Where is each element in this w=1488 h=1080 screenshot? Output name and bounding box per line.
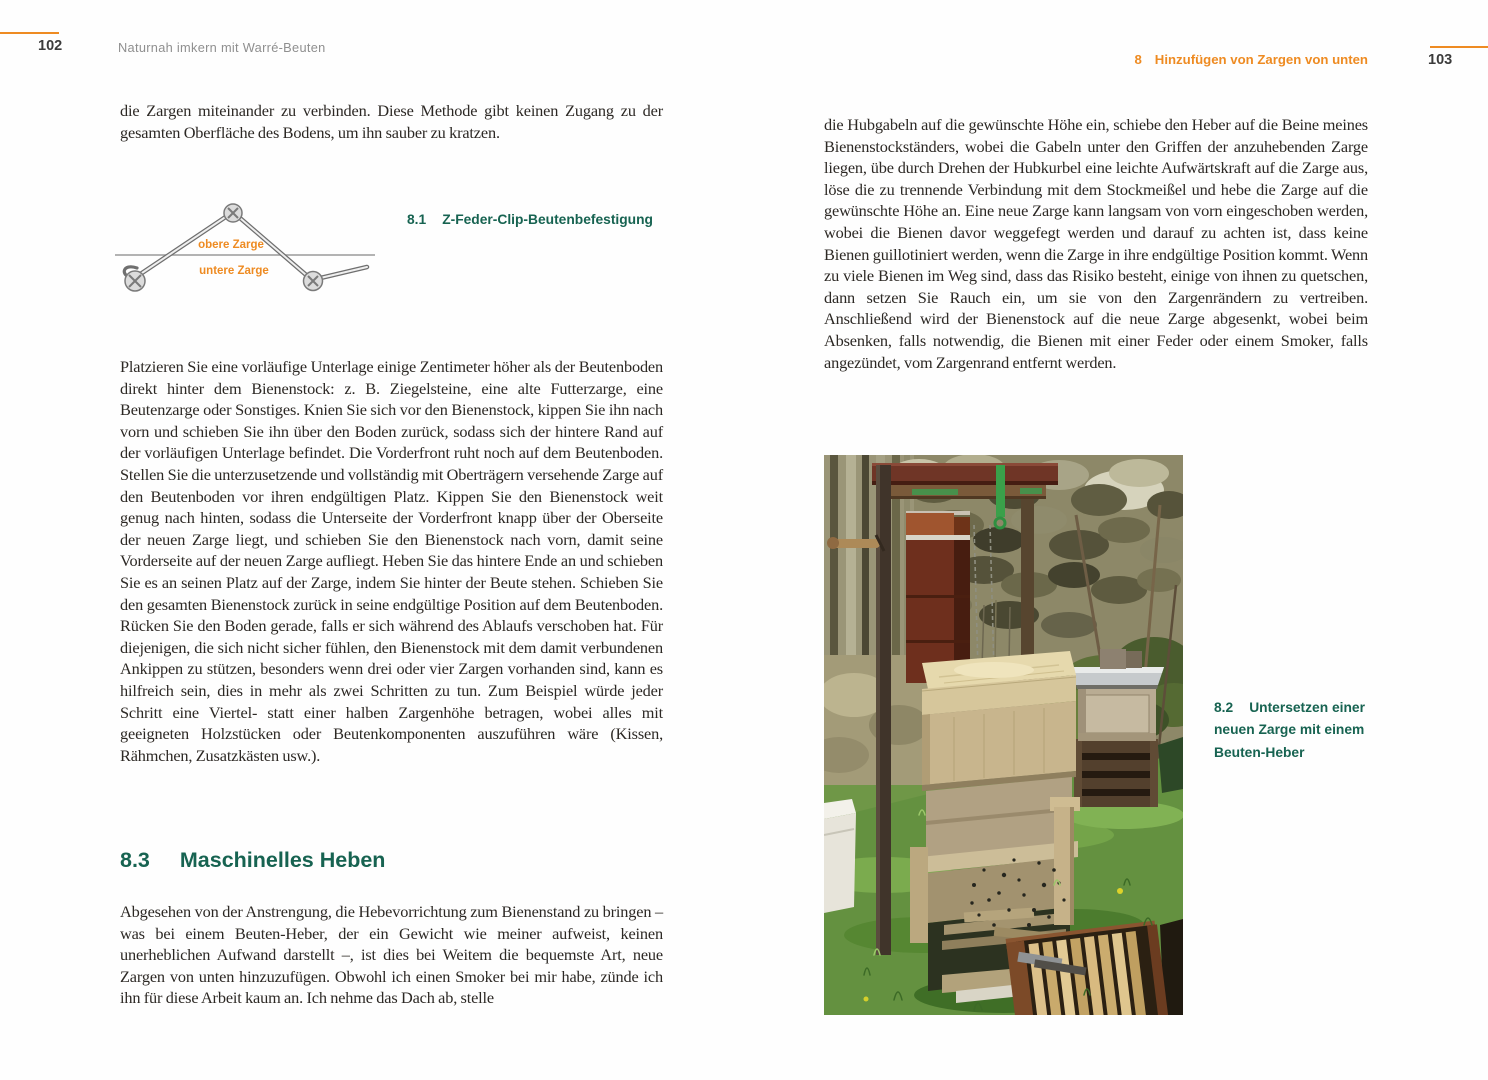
left-paragraph-section: Abgesehen von der Anstrengung, die Hebevorrichtung zum Bienenstand zu bringen – was bei einem Beuten-Heber, der ein Gewicht wie meiner aufweist, keinen unerheblichen Aufwand darstellt –, ist dies bei Weitem die bequemste Art, neue Zargen von unten hinzuzufügen. Obwohl ich einen Smoker bei mir habe, zünde ich ihn für diese Arbeit kaum an. Ich nehme das Dach ab, stelle xyxy=(120,902,663,1008)
section-number: 8.3 xyxy=(120,848,150,872)
figure-8-1-caption xyxy=(407,209,653,231)
right-header-rule xyxy=(1430,46,1488,48)
right-running-head xyxy=(824,52,1368,67)
screw-icon xyxy=(125,271,145,291)
screw-icon xyxy=(224,204,242,222)
red-hive xyxy=(906,511,970,683)
figure-caption-text: Z-Feder-Clip-Beutenbefestigung xyxy=(442,212,653,227)
green-strap xyxy=(996,465,1005,517)
left-paragraph-intro: die Zargen miteinander zu verbinden. Diese Methode gibt keinen Zugang zu der gesamten Oberfläche des Bodens, um ihn sauber zu kratzen. xyxy=(120,101,663,142)
chapter-title: Hinzufügen von Zargen von unten xyxy=(1154,52,1368,67)
right-hive xyxy=(1070,649,1164,807)
section-heading-8-3 xyxy=(120,848,385,873)
dandelion xyxy=(864,997,869,1002)
green-tarp xyxy=(1158,737,1183,793)
right-page-number: 103 xyxy=(1428,52,1453,68)
figure-caption-text: Untersetzen einer neuen Zarge mit einem Beuten-Heber xyxy=(1214,700,1365,760)
figure-z-clip-drawing xyxy=(113,197,378,305)
figure-number: 8.1 xyxy=(407,212,427,227)
left-running-head: Naturnah imkern mit Warré-Beuten xyxy=(118,40,326,55)
white-box xyxy=(824,799,856,913)
left-header-rule xyxy=(0,32,59,34)
section-title: Maschinelles Heben xyxy=(179,848,386,872)
figure-number: 8.2 xyxy=(1214,700,1234,715)
label-untere-zarge: untere Zarge xyxy=(199,265,269,277)
chapter-number: 8 xyxy=(1134,52,1142,67)
left-paragraph-main: Platzieren Sie eine vorläufige Unterlage einige Zentimeter höher als der Beutenboden direkt hinter dem Bienenstock: z. B. Ziegelsteine, eine alte Futterzarge, eine Beutenzarge oder Sonstiges. Knien Sie sich vor den Bienenstock, kippen Sie ihn nach vorn und schieben Sie ihn über den Boden zurück, sodass sich der hintere Rand auf der vorläufigen Unterlage befindet. Die Vorderfront ruht noch auf dem Beutenboden. Stellen Sie die unterzusetzende und vollständig mit Oberträgern versehende Zarge auf den Beutenboden vor ihren endgültigen Platz. Kippen Sie den Bienenstock weit genug nach hinten, sodass die Unterseite der Vorderfront knapp über der Oberseite der neuen Zarge liegt, und schieben Sie den Bienenstock nach vorn, damit seine Vorderseite auf der neuen Zarge aufliegt. Heben Sie das hintere Ende an und schieben Sie es an seinen Platz auf der Zarge, indem Sie hinter der Beute stehen. Schieben Sie den gesamten Bienenstock zurück in seine endgültige Position auf dem Beutenboden. Rücken Sie den Boden gerade, falls er sich während des Ablaufs verschoben hat. Für diejenigen, die sich nicht sicher fühlen, den Bienenstock mit dem damit verbundenen Ankippen zu stützen, besonders wenn drei oder vier Zargen vorhanden sind, kann es hilfreich sein, dies in mehr als zwei Schritten zu tun. Zum Beispiel würde jeder Schritt eine Viertel- statt einer halben Zargenhöhe betragen, wobei alles mit geeigneten Holzstücken oder Beutenkomponenten auszuführen wäre (Kissen, Rähmchen, Zusatzkästen usw.). xyxy=(120,357,663,765)
figure-photo-beuten-heber xyxy=(824,455,1183,1015)
left-page-number: 102 xyxy=(38,38,63,54)
dandelion xyxy=(1117,888,1123,894)
label-obere-zarge: obere Zarge xyxy=(198,239,264,251)
right-paragraph-main: die Hubgabeln auf die gewünschte Höhe ein, schiebe den Heber auf die Beine meines Bienenstockständers, wobei die Gabeln unter den Griffen der anzuhebenden Zarge liegen, übe durch Drehen der Hubkurbel eine leichte Aufwärtskraft auf die Zarge aus, löse die zu trennende Verbindung mit dem Stockmeißel und hebe die Zarge auf die gewünschte Höhe an. Eine neue Zarge kann langsam von vorn eingeschoben werden, wobei die Bienen davor weggefegt werden und darauf zu achten ist, dass keine Bienen guillotiniert werden, wenn die Zarge in ihre endgültige Position kommt. Wenn zu viele Bienen im Weg sind, dass das Risiko besteht, einige von ihnen zu quetschen, dann setzen Sie Rauch ein, um sie von den Zargenrändern zu vertreiben. Anschließend wird der Bienenstock auf die neue Zarge abgesenkt, wobei beim Absenken, falls notwendig, die Bienen mit einer Feder oder einem Smoker, falls angezündet, vom Zargenrand entfernt werden. xyxy=(824,115,1368,372)
screw-icon xyxy=(304,272,323,291)
figure-8-2-caption xyxy=(1214,697,1372,764)
